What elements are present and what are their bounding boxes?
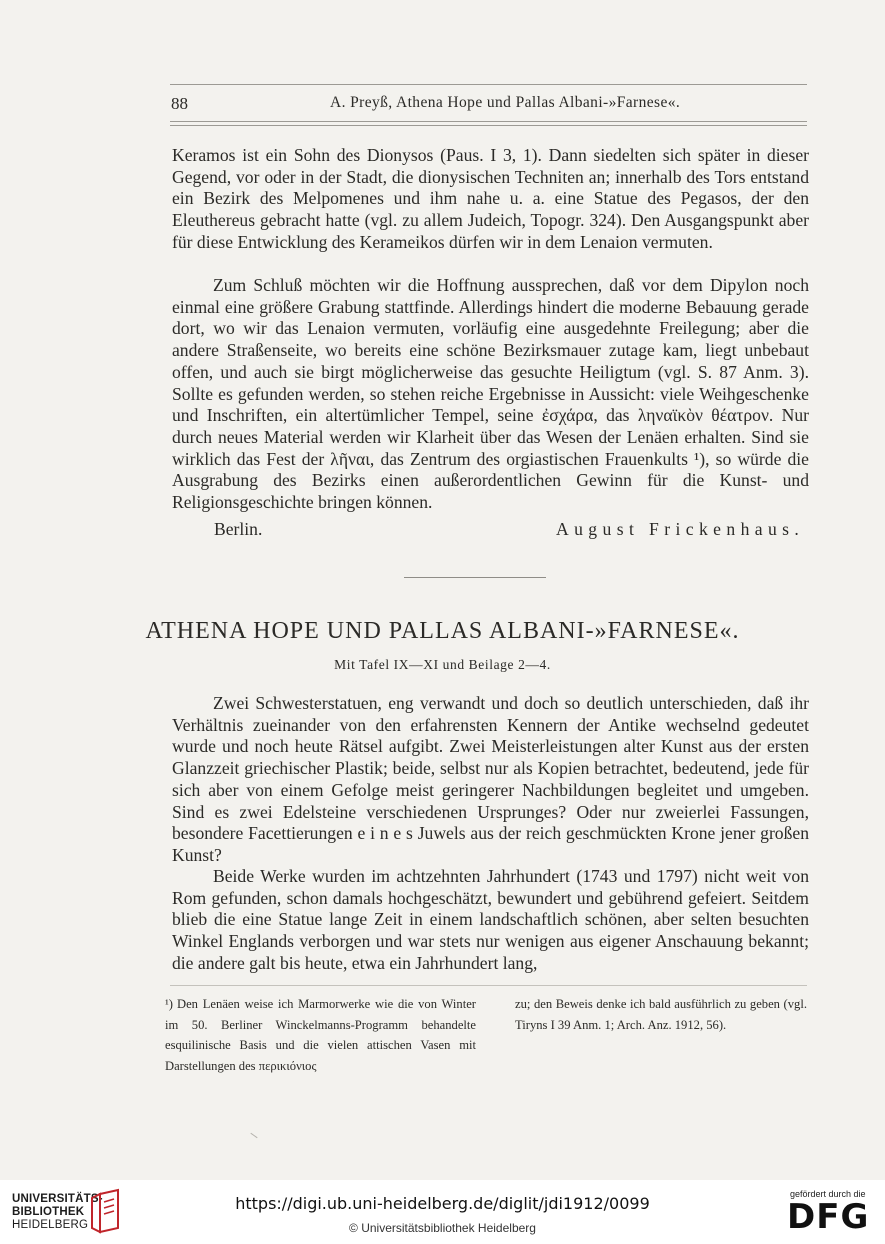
- paragraph-sister-statues: Zwei Schwesterstatuen, eng verwandt und doch so deutlich unterschieden, daß ihr Verhältnis zueinander von den erfahrensten Kennern der Antike wechselnd gedeutet wurde und noch heute Rätsel aufgibt. Zwei Meisterleistungen alter Kunst aus der ersten Glanzzeit griechischer Plastik; beide, selbst nur als Kopien betrachtet, bedeutend, jede für sich aber von einem Gefolge meist geringerer Nachbildungen begleitet und umgeben. Sind es zwei Edelsteine verschiedenen Ursprunges? Oder nur zweierlei Fassungen, besondere Facettierungen e i n e s Juwels aus der reich geschmückten Krone jener großen Kunst?: [172, 693, 809, 865]
- page-number: 88: [171, 94, 188, 113]
- dfg-logo[interactable]: DFG: [787, 1197, 870, 1237]
- footnote-right-column: zu; den Beweis denke ich bald ausführlich zu geben (vgl. Tiryns I 39 Anm. 1; Arch. Anz. 1912, 56).: [515, 997, 807, 1032]
- footnote-rule: [170, 985, 807, 986]
- running-title: A. Preyß, Athena Hope und Pallas Albani-»Farnese«.: [330, 94, 681, 111]
- library-name-line1: UNIVERSITÄTS-: [12, 1193, 103, 1205]
- signature-author: August Frickenhaus.: [556, 519, 805, 539]
- permalink-url[interactable]: https://digi.ub.uni-heidelberg.de/diglit/jdi1912/0099: [235, 1194, 650, 1213]
- funder-caption: gefördert durch die: [790, 1189, 866, 1199]
- signature-city: Berlin.: [214, 519, 263, 539]
- footnote-mark: ¹): [165, 997, 173, 1011]
- paragraph-conclusion: Zum Schluß möchten wir die Hoffnung aussprechen, daß vor dem Dipylon noch einmal eine größere Grabung stattfinde. Allerdings hindert die moderne Bebauung gerade dort, wo wir das Lenaion vermuten, vorläufig eine ausgedehnte Freilegung; aber die andere Straßenseite, wo bereits eine schöne Bezirksmauer zutage kam, liegt unbebaut offen, und auch sie birgt möglicherweise das gesuchte Heiligtum (vgl. S. 87 Anm. 3). Sollte es gefunden werden, so stehen reiche Ergebnisse in Aussicht: viele Weihgeschenke und Inschriften, ein altertümlicher Tempel, seine ἐσχάρα, das ληναϊκὸν θέατρον. Nur durch neues Material werden wir Klarheit über das Wesen der Lenäen erhalten. Sind sie wirklich das Fest der λῆναι, das Zentrum des orgiastischen Frauenkults ¹), so würde die Ausgrabung des Bezirks einen außerordentlichen Gewinn für die Kunst- und Religionsgeschichte bringen können.: [172, 275, 809, 513]
- header-rule-1: [170, 121, 807, 122]
- paragraph-keramos: Keramos ist ein Sohn des Dionysos (Paus. I 3, 1). Dann siedelten sich später in dieser Gegend, vor oder in der Stadt, die dionysischen Techniten an; innerhalb des Tors entstand ein Bezirk des Melpomenes und ihm nahe u. a. eine Statue des Pegasos, der den Eleuthereus gebracht hatte (vgl. zu allem Judeich, Topogr. 324). Den Ausgangspunkt aber für diese Entwicklung des Kerameikos dürfen wir in dem Lenaion vermuten.: [172, 145, 809, 252]
- paragraph-both-works: Beide Werke wurden im achtzehnten Jahrhundert (1743 und 1797) nicht weit von Rom gefunden, schon damals hochgeschätzt, bewundert und gebührend gefeiert. Seitdem blieb die eine Statue lange Zeit in einem landschaftlich schönen, aber selten besuchten Winkel Englands verborgen und war stets nur wenigen aus eigener Anschauung bekannt; die andere galt bis heute, etwa ein Jahrhundert lang,: [172, 866, 809, 973]
- section-divider: [404, 577, 546, 578]
- footnote-left-text: Den Lenäen weise ich Marmorwerke wie die von Winter im 50. Berliner Winckelmanns-Programm behandelte esquilinische Basis und die vielen attischen Vasen mit Darstellungen des περικιόνιος: [165, 997, 476, 1073]
- library-footer: [0, 1180, 885, 1244]
- footnote-left-column: [165, 994, 476, 1076]
- library-name-line3: HEIDELBERG: [12, 1219, 89, 1231]
- header-rule-2: [170, 125, 807, 126]
- article-subtitle: Mit Tafel IX—XI und Beilage 2—4.: [334, 657, 551, 672]
- header-top-rule: [170, 84, 807, 85]
- article-title: ATHENA HOPE UND PALLAS ALBANI-»FARNESE«.: [145, 618, 740, 644]
- copyright-notice: © Universitätsbibliothek Heidelberg: [349, 1221, 536, 1235]
- scan-mark: [250, 1133, 257, 1138]
- library-name-line2: BIBLIOTHEK: [12, 1206, 85, 1218]
